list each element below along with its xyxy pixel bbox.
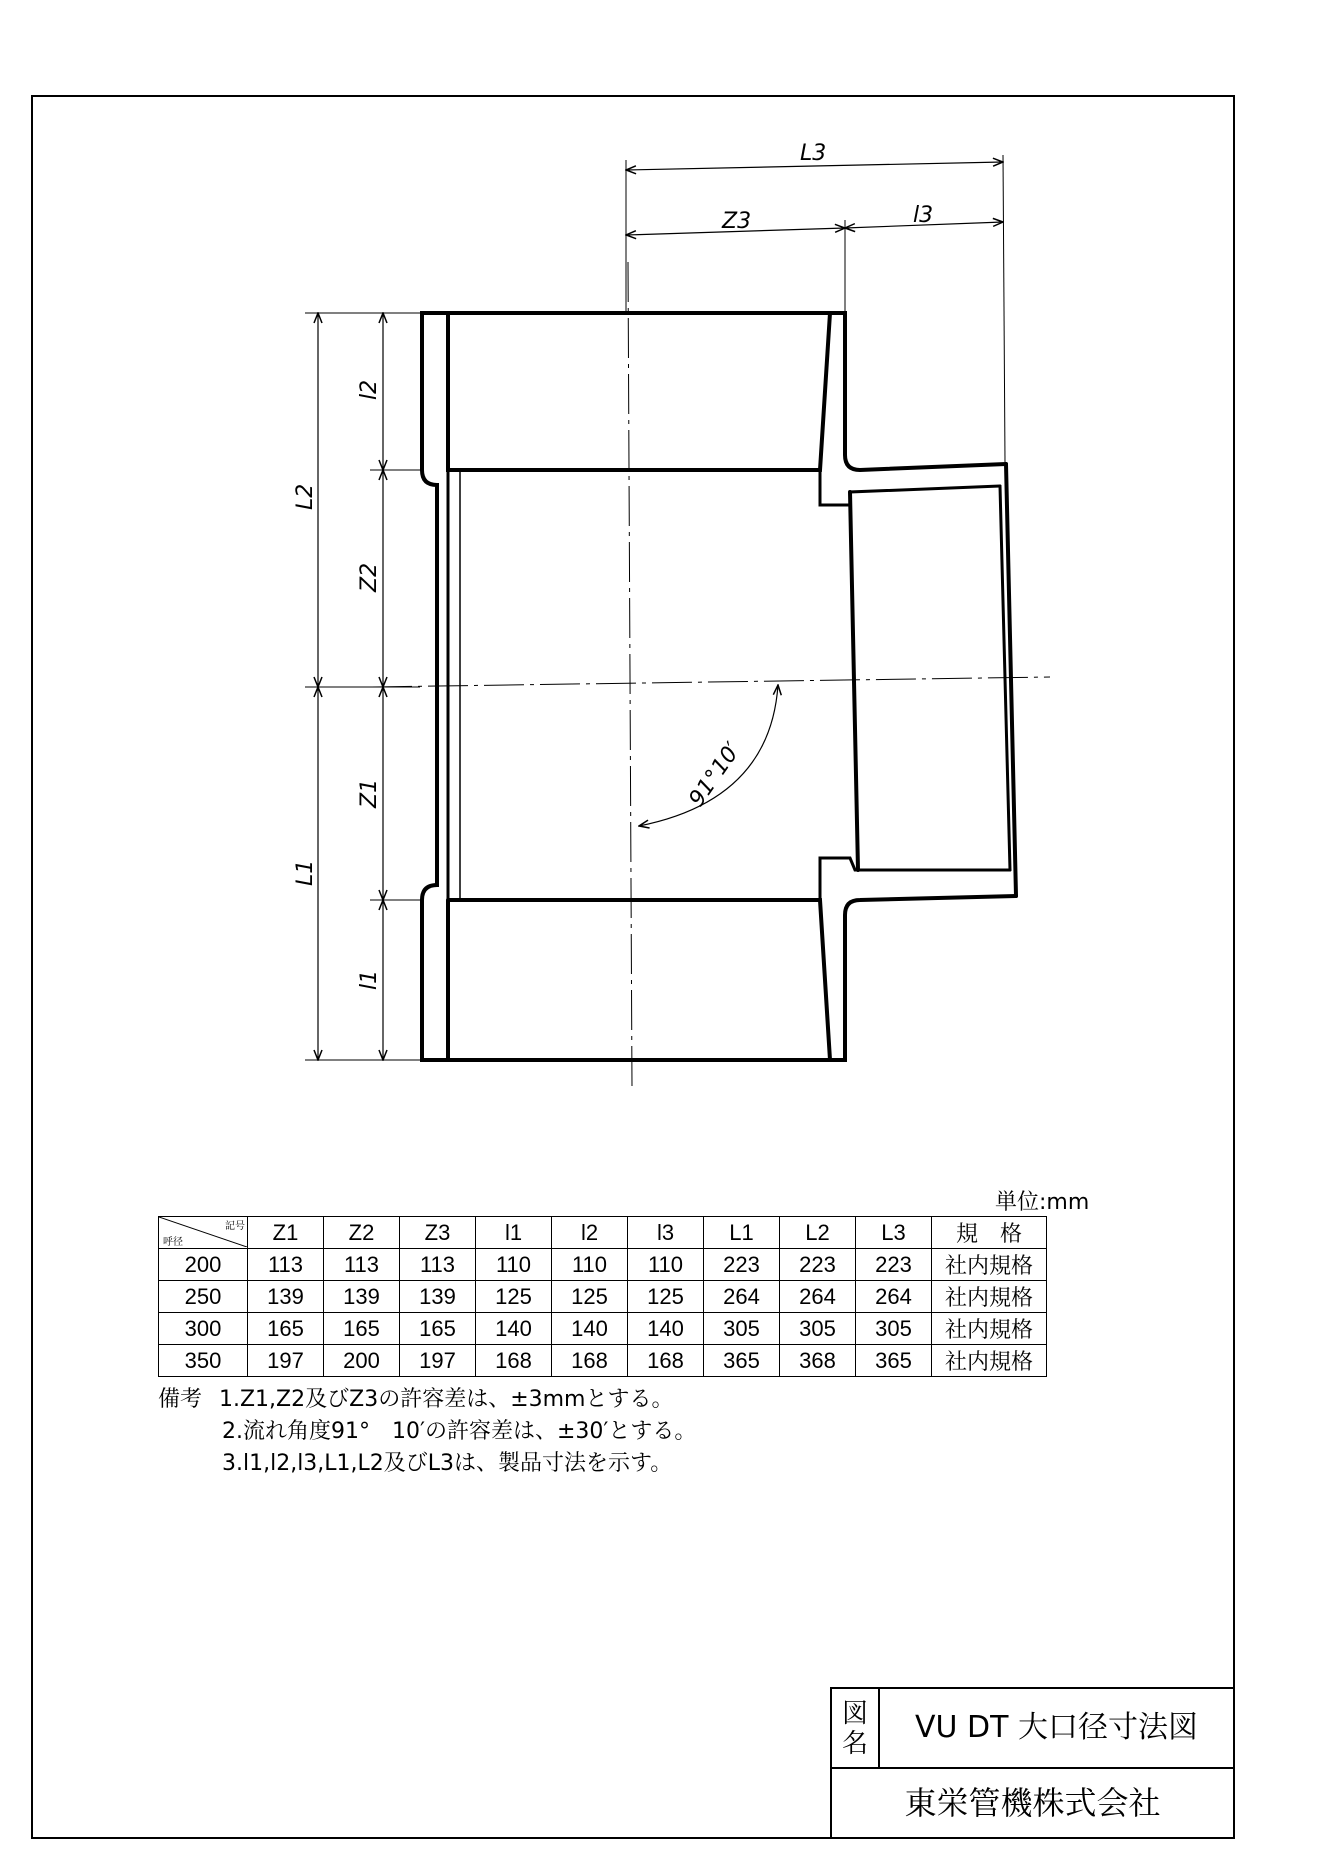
dim-label-angle: 91°10′ — [684, 738, 747, 812]
table-cell: 305 — [704, 1313, 780, 1345]
dim-label-Z1: Z1 — [357, 778, 382, 808]
table-header: L1 — [704, 1217, 780, 1249]
table-row — [159, 1249, 1047, 1281]
company-name: 東栄管機株式会社 — [830, 1767, 1235, 1839]
table-cell: 125 — [552, 1281, 628, 1313]
table-cell: 223 — [704, 1249, 780, 1281]
dim-label-L3: L3 — [800, 141, 827, 166]
table-header: l2 — [552, 1217, 628, 1249]
dim-label-Z3: Z3 — [722, 209, 752, 234]
table-header: Z1 — [248, 1217, 324, 1249]
table-cell: 社内規格 — [932, 1345, 1047, 1377]
table-cell: 125 — [628, 1281, 704, 1313]
table-cell: 165 — [324, 1313, 400, 1345]
table-corner-cell — [159, 1217, 248, 1249]
dim-label-l2: l2 — [357, 379, 382, 400]
table-cell: 197 — [248, 1345, 324, 1377]
table-cell: 264 — [780, 1281, 856, 1313]
corner-label-symbol: 記号 — [225, 1221, 245, 1232]
table-cell: 113 — [400, 1249, 476, 1281]
dimension-labels — [293, 141, 933, 990]
table-cell: 113 — [248, 1249, 324, 1281]
table-header: 規 格 — [932, 1217, 1047, 1249]
center-lines — [372, 262, 1050, 1088]
remark-item: 1.Z1,Z2及びZ3の許容差は、±3mmとする。 — [219, 1387, 674, 1412]
table-cell: 168 — [552, 1345, 628, 1377]
extension-lines — [305, 155, 1005, 1060]
corner-label-diameter: 呼径 — [163, 1237, 183, 1248]
remark-item: 3.l1,l2,l3,L1,L2及びL3は、製品寸法を示す。 — [222, 1451, 673, 1476]
remarks — [158, 1384, 696, 1480]
dim-label-l1: l1 — [357, 969, 382, 990]
drawing-title: VU DT 大口径寸法図 — [878, 1687, 1235, 1769]
table-cell: 350 — [159, 1345, 248, 1377]
table-row — [159, 1345, 1047, 1377]
table-cell: 139 — [248, 1281, 324, 1313]
table-cell: 368 — [780, 1345, 856, 1377]
table-header-row — [159, 1217, 1047, 1249]
table-cell: 139 — [324, 1281, 400, 1313]
table-row — [159, 1281, 1047, 1313]
table-cell: 139 — [400, 1281, 476, 1313]
title-block — [830, 1687, 1235, 1839]
table-cell: 168 — [628, 1345, 704, 1377]
remark-line — [158, 1384, 696, 1416]
table-cell: 社内規格 — [932, 1281, 1047, 1313]
table-cell: 168 — [476, 1345, 552, 1377]
table-cell: 305 — [780, 1313, 856, 1345]
dimension-table — [158, 1216, 1047, 1377]
table-row — [159, 1313, 1047, 1345]
remark-item: 2.流れ角度91° 10′の許容差は、±30′とする。 — [222, 1419, 697, 1444]
table-cell: 223 — [856, 1249, 932, 1281]
table-header: l3 — [628, 1217, 704, 1249]
table-header: L3 — [856, 1217, 932, 1249]
table-cell: 365 — [704, 1345, 780, 1377]
table-header: Z2 — [324, 1217, 400, 1249]
table-cell: 113 — [324, 1249, 400, 1281]
table-cell: 200 — [159, 1249, 248, 1281]
table-cell: 社内規格 — [932, 1249, 1047, 1281]
table-cell: 305 — [856, 1313, 932, 1345]
table-cell: 264 — [856, 1281, 932, 1313]
table-header: Z3 — [400, 1217, 476, 1249]
dim-label-l3: l3 — [913, 203, 934, 228]
fitting-outline — [422, 313, 1016, 1060]
table-header: L2 — [780, 1217, 856, 1249]
table-cell: 250 — [159, 1281, 248, 1313]
dim-label-Z2: Z2 — [357, 562, 382, 592]
table-cell: 110 — [552, 1249, 628, 1281]
dim-label-L2: L2 — [293, 483, 318, 510]
table-cell: 197 — [400, 1345, 476, 1377]
table-cell: 264 — [704, 1281, 780, 1313]
table-cell: 140 — [552, 1313, 628, 1345]
table-cell: 110 — [628, 1249, 704, 1281]
table-cell: 140 — [476, 1313, 552, 1345]
table-header: l1 — [476, 1217, 552, 1249]
table-cell: 365 — [856, 1345, 932, 1377]
table-cell: 300 — [159, 1313, 248, 1345]
remarks-label: 備考 — [158, 1387, 203, 1412]
unit-label: 単位:mm — [995, 1190, 1090, 1215]
table-cell: 165 — [248, 1313, 324, 1345]
table-cell: 125 — [476, 1281, 552, 1313]
table-cell: 社内規格 — [932, 1313, 1047, 1345]
dim-label-L1: L1 — [293, 859, 318, 886]
table-cell: 223 — [780, 1249, 856, 1281]
title-block-label: 図 名 — [830, 1687, 880, 1769]
table-cell: 140 — [628, 1313, 704, 1345]
table-cell: 110 — [476, 1249, 552, 1281]
table-cell: 200 — [324, 1345, 400, 1377]
table-cell: 165 — [400, 1313, 476, 1345]
